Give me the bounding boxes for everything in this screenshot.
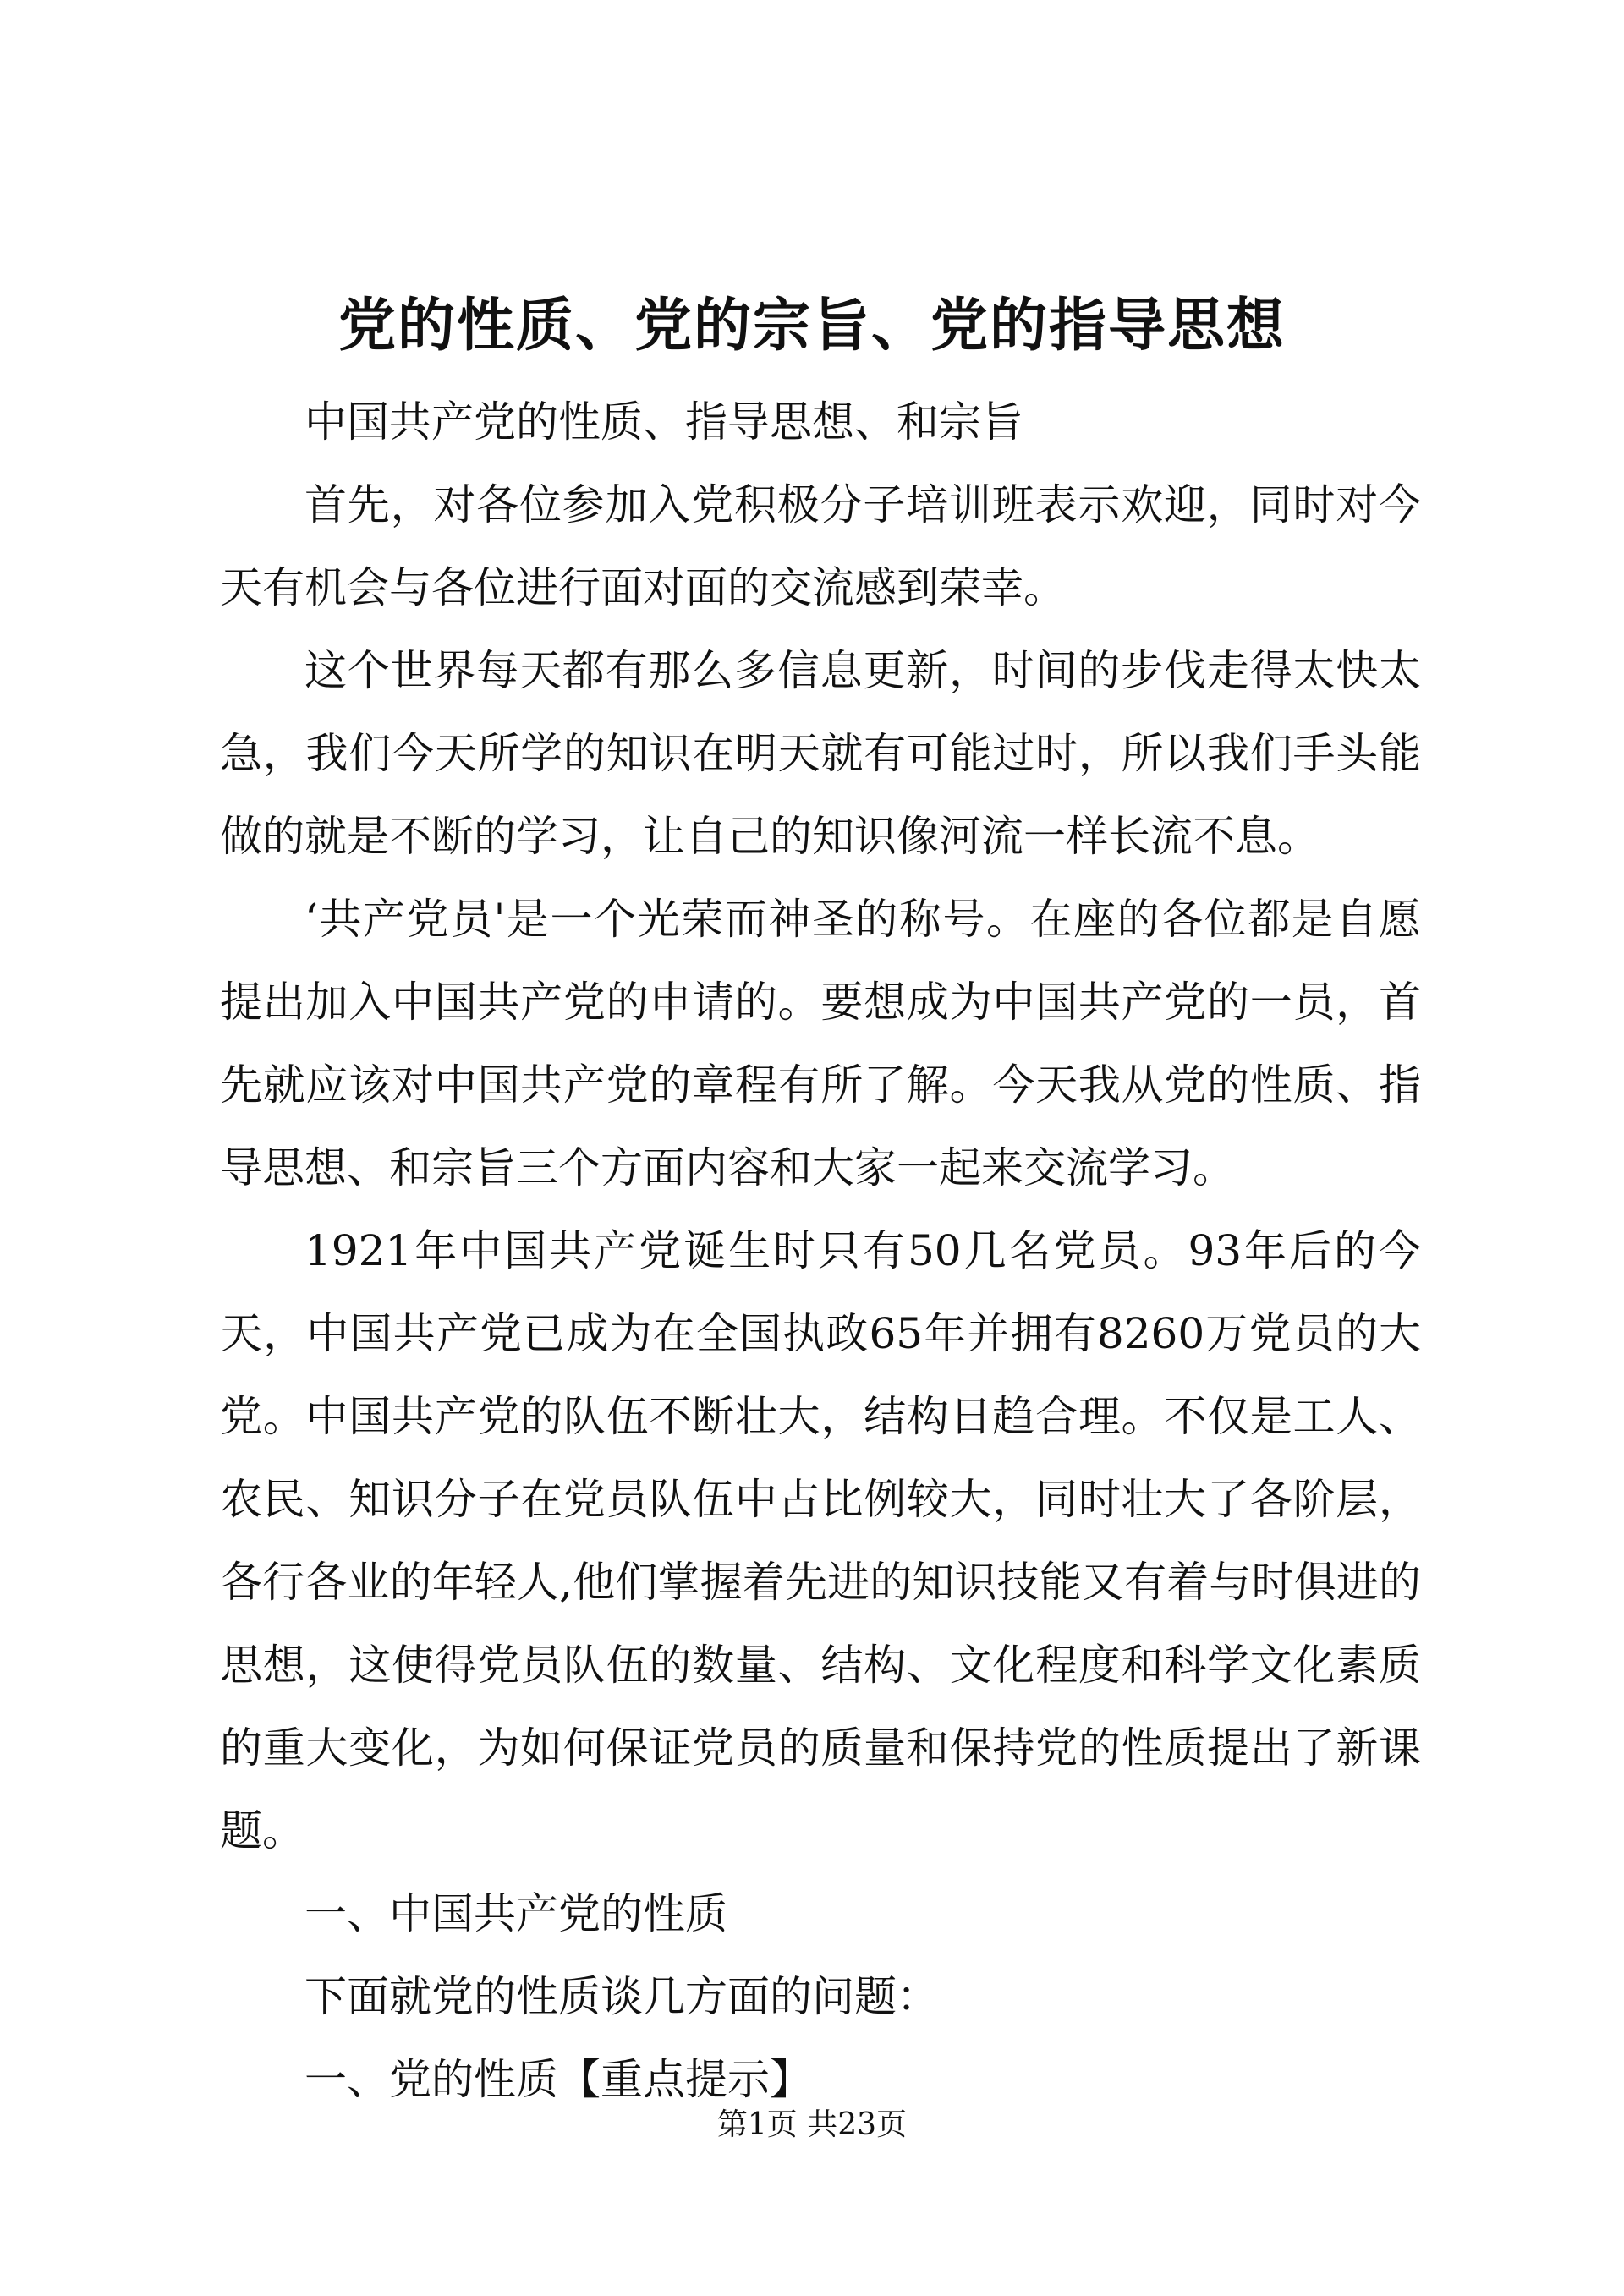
paragraph-history: 1921年中国共产党诞生时只有50几名党员。93年后的今天，中国共产党已成为在全国执政65年并拥有8260万党员的大党。中国共产党的队伍不断壮大，结构日趋合理。不仅是工人、农民、知识分子在党员队伍中占比例较大，同时壮大了各阶层，各行各业的年轻人,他们掌握着先进的知识技能又有着与时俱进的思想，这使得党员队伍的数量、结构、文化程度和科学文化素质的重大变化，为如何保证党员的质量和保持党的性质提出了新课题。 bbox=[220, 1226, 1421, 1855]
section-heading-nature: 一、中国共产党的性质 bbox=[304, 1889, 727, 1938]
paragraph-learning: 这个世界每天都有那么多信息更新，时间的步伐走得太快太急，我们今天所学的知识在明天就有可能过时，所以我们手头能做的就是不断的学习，让自己的知识像河流一样长流不息。 bbox=[220, 646, 1421, 861]
document-title: 党的性质、党的宗旨、党的指导思想 bbox=[337, 292, 1286, 359]
paragraph-intro-issues: 下面就党的性质谈几方面的问题： bbox=[304, 1972, 939, 2021]
paragraph-subtitle: 中国共产党的性质、指导思想、和宗旨 bbox=[304, 397, 1023, 447]
document-body bbox=[220, 381, 1421, 2121]
page-number: 第1页 共23页 bbox=[716, 2107, 908, 2142]
paragraph-welcome: 首先，对各位参加入党积极分子培训班表示欢迎，同时对今天有机会与各位进行面对面的交流感到荣幸。 bbox=[220, 480, 1421, 612]
section-heading-key-points: 一、党的性质【重点提示】 bbox=[304, 2055, 812, 2104]
paragraph-party-member: ‘共产党员'是一个光荣而神圣的称号。在座的各位都是自愿提出加入中国共产党的申请的。要想成为中国共产党的一员，首先就应该对中国共产党的章程有所了解。今天我从党的性质、指导思想、和宗旨三个方面内容和大家一起来交流学习。 bbox=[220, 895, 1421, 1192]
